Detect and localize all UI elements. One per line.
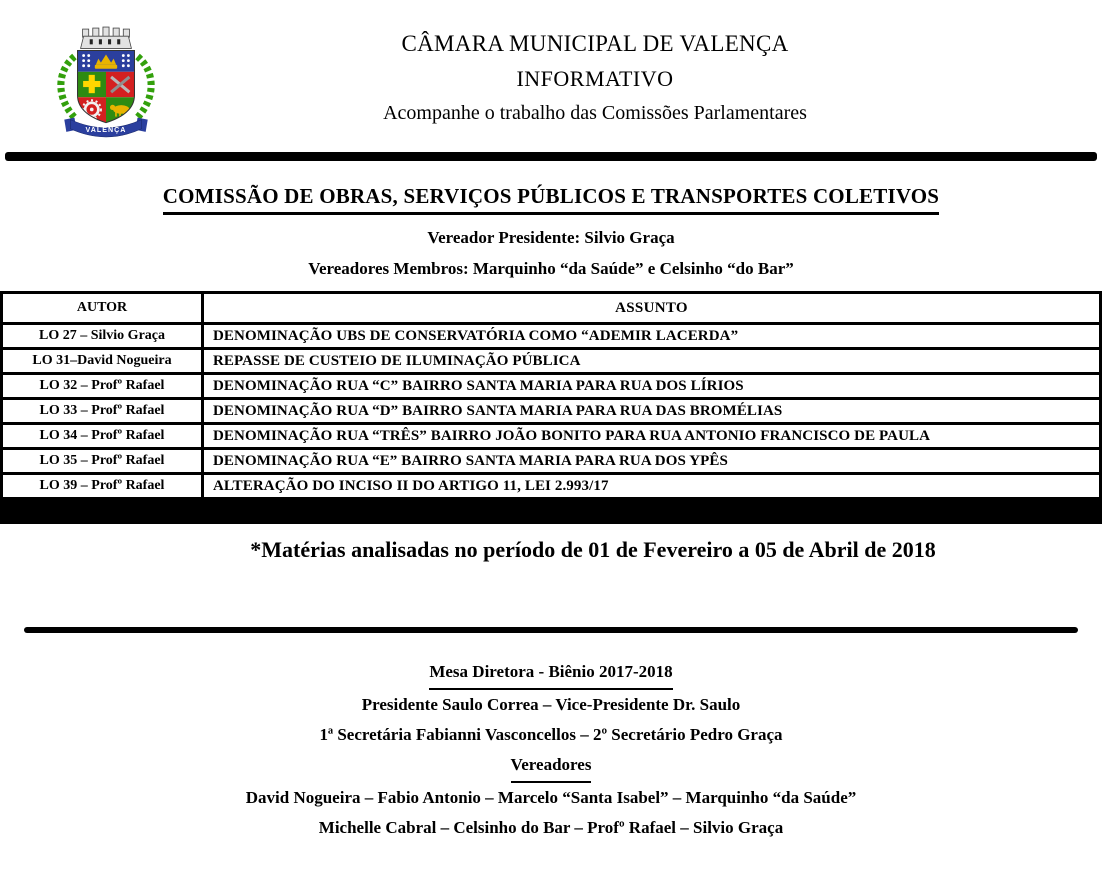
board-line-president: Presidente Saulo Correa – Vice-Presidente Dr. Saulo: [361, 695, 741, 714]
document-footer: [0, 657, 1102, 843]
laurel-left-icon: [61, 57, 76, 119]
table-row: [2, 449, 1101, 474]
autor-cell: LO 31–David Nogueira: [2, 349, 203, 374]
table-row: [2, 399, 1101, 424]
column-header-assunto: ASSUNTO: [203, 293, 1101, 324]
assunto-cell: DENOMINAÇÃO RUA “D” BAIRRO SANTA MARIA PARA RUA DAS BROMÉLIAS: [203, 399, 1101, 424]
table-bottom-bar: [0, 500, 1102, 524]
autor-cell: LO 27 – Silvio Graça: [2, 324, 203, 349]
autor-cell: LO 35 – Profº Rafael: [2, 449, 203, 474]
footer-divider: [24, 627, 1078, 633]
council-members-line-2: Michelle Cabral – Celsinho do Bar – Profº Rafael – Silvio Graça: [318, 818, 784, 837]
table-row: [2, 324, 1101, 349]
assunto-cell: DENOMINAÇÃO RUA “E” BAIRRO SANTA MARIA PARA RUA DOS YPÊS: [203, 449, 1101, 474]
page-tagline: Acompanhe o trabalho das Comissões Parlamentares: [383, 102, 807, 124]
assunto-cell: ALTERAÇÃO DO INCISO II DO ARTIGO 11, LEI 2.993/17: [203, 474, 1101, 499]
ribbon-text: VALENÇA: [85, 125, 127, 134]
autor-cell: LO 32 – Profº Rafael: [2, 374, 203, 399]
assunto-cell: DENOMINAÇÃO RUA “C” BAIRRO SANTA MARIA PARA RUA DOS LÍRIOS: [203, 374, 1101, 399]
board-title-line: [0, 657, 1102, 690]
mural-crown-icon: [81, 27, 132, 48]
table-row: [2, 349, 1101, 374]
header-text-block: [88, 26, 1102, 130]
document-header: [0, 0, 1102, 134]
column-header-autor: AUTOR: [2, 293, 203, 324]
analysis-period-note: *Matérias analisadas no período de 01 de Fevereiro a 05 de Abril de 2018: [250, 537, 936, 562]
commission-president: Vereador Presidente: Silvio Graça: [427, 228, 675, 247]
commission-title: COMISSÃO DE OBRAS, SERVIÇOS PÚBLICOS E TRANSPORTES COLETIVOS: [163, 184, 939, 215]
assunto-cell: REPASSE DE CUSTEIO DE ILUMINAÇÃO PÚBLICA: [203, 349, 1101, 374]
assunto-cell: DENOMINAÇÃO UBS DE CONSERVATÓRIA COMO “ADEMIR LACERDA”: [203, 324, 1101, 349]
table-row: [2, 374, 1101, 399]
council-title-line: [0, 750, 1102, 783]
coat-of-arms-logo: [50, 24, 162, 142]
laurel-right-icon: [137, 57, 152, 119]
table-header-row: [2, 293, 1101, 324]
board-line-secretaries: 1ª Secretária Fabianni Vasconcellos – 2º Secretário Pedro Graça: [319, 725, 783, 744]
matters-table: [0, 291, 1102, 500]
header-divider: [5, 152, 1097, 161]
assunto-cell: DENOMINAÇÃO RUA “TRÊS” BAIRRO JOÃO BONITO PARA RUA ANTONIO FRANCISCO DE PAULA: [203, 424, 1101, 449]
council-title: Vereadores: [511, 750, 592, 783]
commission-members: Vereadores Membros: Marquinho “da Saúde” e Celsinho “do Bar”: [308, 259, 794, 278]
autor-cell: LO 39 – Profº Rafael: [2, 474, 203, 499]
commission-section: [0, 184, 1102, 279]
shield-icon: [78, 50, 135, 122]
board-title: Mesa Diretora - Biênio 2017-2018: [429, 657, 672, 690]
table-row: [2, 474, 1101, 499]
page-subtitle: INFORMATIVO: [516, 66, 674, 91]
coat-of-arms-icon: [50, 24, 162, 142]
autor-cell: LO 33 – Profº Rafael: [2, 399, 203, 424]
table-row: [2, 424, 1101, 449]
autor-cell: LO 34 – Profº Rafael: [2, 424, 203, 449]
page-title: CÂMARA MUNICIPAL DE VALENÇA: [401, 31, 789, 56]
council-members-line-1: David Nogueira – Fabio Antonio – Marcelo “Santa Isabel” – Marquinho “da Saúde”: [245, 788, 857, 807]
